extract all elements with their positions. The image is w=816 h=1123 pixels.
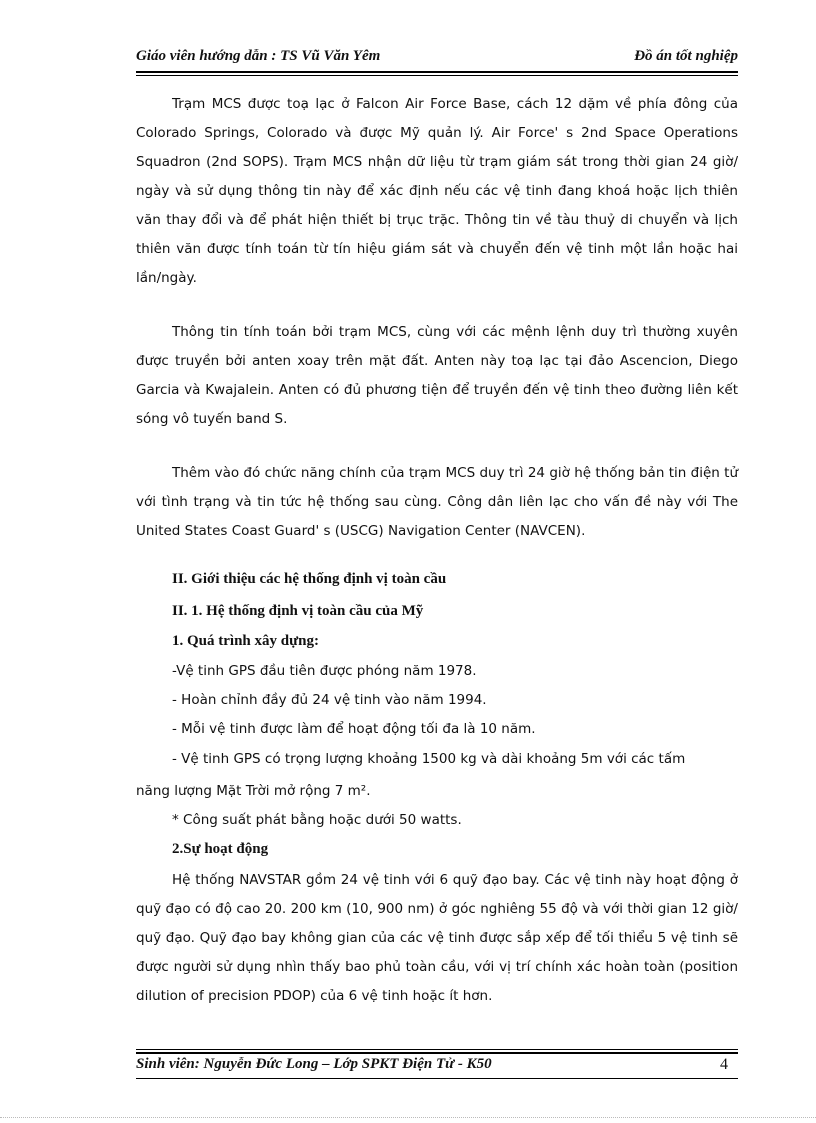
list-item: - Mỗi vệ tinh được làm để hoạt động tối đa là 10 năm. bbox=[172, 721, 536, 737]
header-rule bbox=[136, 71, 738, 73]
paragraph-antenna bbox=[136, 318, 738, 434]
header-doc-type: Đồ án tốt nghiệp bbox=[634, 48, 738, 64]
footer-student: Sinh viên: Nguyễn Đức Long – Lớp SPKT Điện Tử - K50 bbox=[136, 1056, 492, 1072]
paragraph-text: Thêm vào đó chức năng chính của trạm MCS duy trì 24 giờ hệ thống bản tin điện tử với tình trạng và tin tức hệ thống sau cùng. Công dân liên lạc cho vấn đề này với The United States Coast Guard' s (USCG) Navigation Center (NAVCEN). bbox=[136, 465, 738, 539]
paragraph-mcs-location bbox=[136, 90, 738, 293]
paragraph-text: Thông tin tính toán bởi trạm MCS, cùng với các mệnh lệnh duy trì thường xuyên được truyền bởi anten xoay trên mặt đất. Anten này toạ lạc tại đảo Ascencion, Diego Garcia và Kwajalein. Anten có đủ phương tiện để truyền đến vệ tinh theo đường liên kết sóng vô tuyến band S. bbox=[136, 324, 738, 427]
footer-rule bbox=[136, 1052, 738, 1054]
section-heading: II. Giới thiệu các hệ thống định vị toàn cầu bbox=[172, 571, 447, 587]
list-item: -Vệ tinh GPS đầu tiên được phóng năm 1978. bbox=[172, 663, 477, 679]
subsection-heading: II. 1. Hệ thống định vị toàn cầu của Mỹ bbox=[172, 603, 424, 619]
header-advisor: Giáo viên hướng dẫn : TS Vũ Văn Yêm bbox=[136, 48, 381, 64]
page-edge bbox=[0, 1117, 816, 1118]
page-header bbox=[136, 48, 738, 70]
page-footer bbox=[136, 1056, 738, 1073]
paragraph-text: Hệ thống NAVSTAR gồm 24 vệ tinh với 6 quỹ đạo bay. Các vệ tinh này hoạt động ở quỹ đạo có độ cao 20. 200 km (10, 900 nm) ở góc nghiêng 55 độ và với thời gian 12 giờ/ quỹ đạo. Quỹ đạo bay không gian của các vệ tinh được sắp xếp để tối thiểu 5 vệ tinh sẽ được người sử dụng nhìn thấy bao phủ toàn cầu, với vị trí chính xác hoàn toàn (position dilution of precision PDOP) của 6 vệ tinh hoặc ít hơn. bbox=[136, 872, 738, 1004]
list-item: - Vệ tinh GPS có trọng lượng khoảng 1500 kg và dài khoảng 5m với các tấm bbox=[172, 751, 686, 767]
subsubsection-heading: 2.Sự hoạt động bbox=[172, 841, 269, 857]
paragraph-mcs-function bbox=[136, 459, 738, 546]
page-number: 4 bbox=[720, 1056, 728, 1073]
subsubsection-heading: 1. Quá trình xây dựng: bbox=[172, 633, 319, 649]
footer-rule-thin bbox=[136, 1049, 738, 1050]
list-item: - Hoàn chỉnh đầy đủ 24 vệ tinh vào năm 1994. bbox=[172, 692, 487, 708]
paragraph-text: Trạm MCS được toạ lạc ở Falcon Air Force Base, cách 12 dặm về phía đông của Colorado Springs, Colorado và được Mỹ quản lý. Air Force' s 2nd Space Operations Squadron (2nd SOPS). Trạm MCS nhận dữ liệu từ trạm giám sát trong thời gian 24 giờ/ ngày và sử dụng thông tin này để xác định nếu các vệ tinh đang khoá hoặc lịch thiên văn thay đổi và để phát hiện thiết bị trục trặc. Thông tin về tàu thuỷ di chuyển và lịch thiên văn được tính toán từ tín hiệu giám sát và chuyển đến vệ tinh một lần hoặc hai lần/ngày. bbox=[136, 96, 738, 286]
header-rule-thin bbox=[136, 75, 738, 76]
footer-bottom-rule bbox=[136, 1078, 738, 1079]
list-item-continuation: năng lượng Mặt Trời mở rộng 7 m². bbox=[136, 783, 371, 799]
paragraph-navstar bbox=[136, 866, 738, 1011]
list-item: * Công suất phát bằng hoặc dưới 50 watts. bbox=[172, 812, 462, 828]
